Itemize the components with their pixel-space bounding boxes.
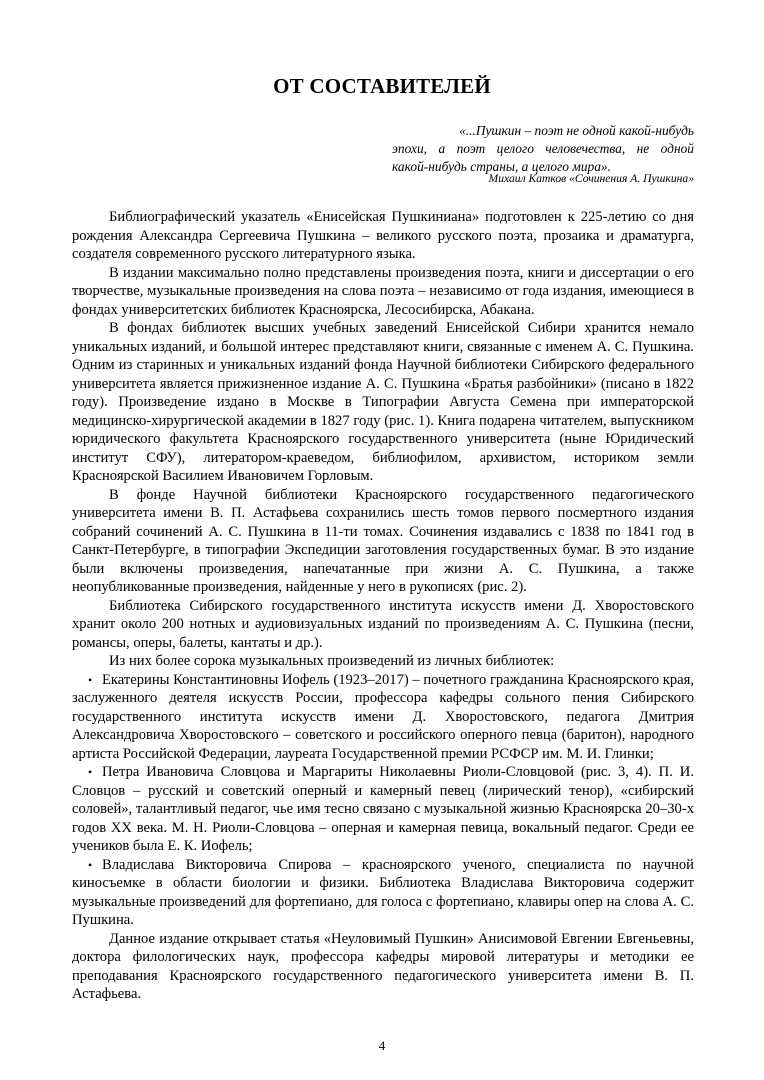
bullet-icon: • bbox=[88, 765, 93, 779]
bullet-icon: • bbox=[88, 672, 93, 687]
paragraph: Из них более сорока музыкальных произведений из личных библиотек: bbox=[109, 653, 555, 669]
bullet-text: Владислава Викторовича Спирова – красноярского ученого, специалиста по научной киносъемке в области биологии и физики. Библиотека Владислава Викторовича содержит музыкальные произведений для фортепиано, для голоса с фортепиано, клавиры опер на слова А. С. Пушкина. bbox=[72, 856, 694, 928]
page-number: 4 bbox=[378, 1038, 386, 1053]
bullet-icon: • bbox=[88, 857, 93, 872]
body-text bbox=[72, 208, 694, 1004]
bullet-item bbox=[72, 856, 694, 930]
paragraph: В фондах библиотек высших учебных заведений Енисейской Сибири хранится немало уникальных изданий, и большой интерес представляют книги, связанные с именем А. С. Пушкина. Одним из старинных и уникальных изданий фонда Научной библиотеки Сибирского федерального университета является прижизненное издание А. С. Пушкина «Братья разбойники» (писано в 1822 году). Произведение издано в Москве в Типографии Августа Семена при императорской медицинско-хирургической академии в 1827 году (рис. 1). Книга подарена читателем, выпускником юридического факультета Красноярского государственного университета (ныне Юридический институт СФУ), литератором-краеведом, библиофилом, архивистом, историком земли Красноярской Василием Ивановичем Горловым. bbox=[72, 320, 694, 484]
epigraph-attribution: Михаил Катков «Сочинения А. Пушкина» bbox=[488, 172, 694, 185]
bullet-text: Петра Ивановича Словцова и Маргариты Николаевны Риоли-Словцовой (рис. 3, 4). П. И. Словцов – русский и советский оперный и камерный певец (лирический тенор), «сибирский соловей», талантливый педагог, чье имя тесно связано с музыкальной жизнью Красноярска 20–30-х годов XX века. М. Н. Риоли-Словцова – оперная и камерная певица, вокальный педагог. Среди ее учеников была Е. К. Иофель; bbox=[72, 764, 694, 854]
epigraph-line: эпохи, а поэт целого человечества, не одной bbox=[392, 141, 694, 156]
paragraph: Библиографический указатель «Енисейская Пушкиниана» подготовлен к 225-летию со дня рождения Александра Сергеевича Пушкина – великого русского поэта, прозаика и драматурга, создателя современного русского литературного языка. bbox=[72, 209, 694, 262]
closing-paragraph: Данное издание открывает статья «Неуловимый Пушкин» Анисимовой Евгении Евгеньевны, доктора филологических наук, профессора кафедры мировой литературы и методики ее преподавания Красноярского государственного педагогического университета имени В. П. Астафьева. bbox=[72, 930, 694, 1002]
paragraph: В фонде Научной библиотеки Красноярского государственного педагогического университета имени В. П. Астафьева сохранились шесть томов первого посмертного издания собраний сочинений А. С. Пушкина в 11-ти томах. Сочинения издавались с 1838 по 1841 год в Санкт-Петербурге, в типографии Экспедиции заготовления государственных бумаг. В это издание были включены произведения, напечатанные при жизни А. С. Пушкина, а также неопубликованные произведения, найденные у него в рукописях (рис. 2). bbox=[72, 486, 694, 595]
bullet-item bbox=[72, 671, 694, 764]
epigraph bbox=[392, 122, 694, 176]
paragraph: В издании максимально полно представлены произведения поэта, книги и диссертации о его творчестве, музыкальные произведения на слова поэта – независимо от года издания, имеющиеся в фондах университетских библиотек Красноярска, Лесосибирска, Абакана. bbox=[72, 264, 694, 318]
bullet-item bbox=[72, 763, 694, 856]
paragraph: Библиотека Сибирского государственного института искусств имени Д. Хворостовского хранит около 200 нотных и аудиовизуальных изданий по произведениям А. С. Пушкина (песни, романсы, оперы, балеты, кантаты и др.). bbox=[72, 597, 694, 651]
page-title: ОТ СОСТАВИТЕЛЕЙ bbox=[273, 74, 491, 98]
epigraph-line: какой-нибудь страны, а целого мира». bbox=[392, 159, 611, 174]
bullet-text: Екатерины Константиновны Иофель (1923–2017) – почетного гражданина Красноярского края, заслуженного деятеля искусств России, профессора кафедры сольного пения Сибирского государственного института искусств имени Д. Хворостовского, педагога Дмитрия Александровича Хворостовского – советского и российского оперного певца (баритон), народного артиста Российской Федерации, лауреата Государственной премии РСФСР им. М. И. Глинки; bbox=[72, 671, 694, 762]
epigraph-line: «...Пушкин – поэт не одной какой-нибудь bbox=[459, 123, 694, 138]
